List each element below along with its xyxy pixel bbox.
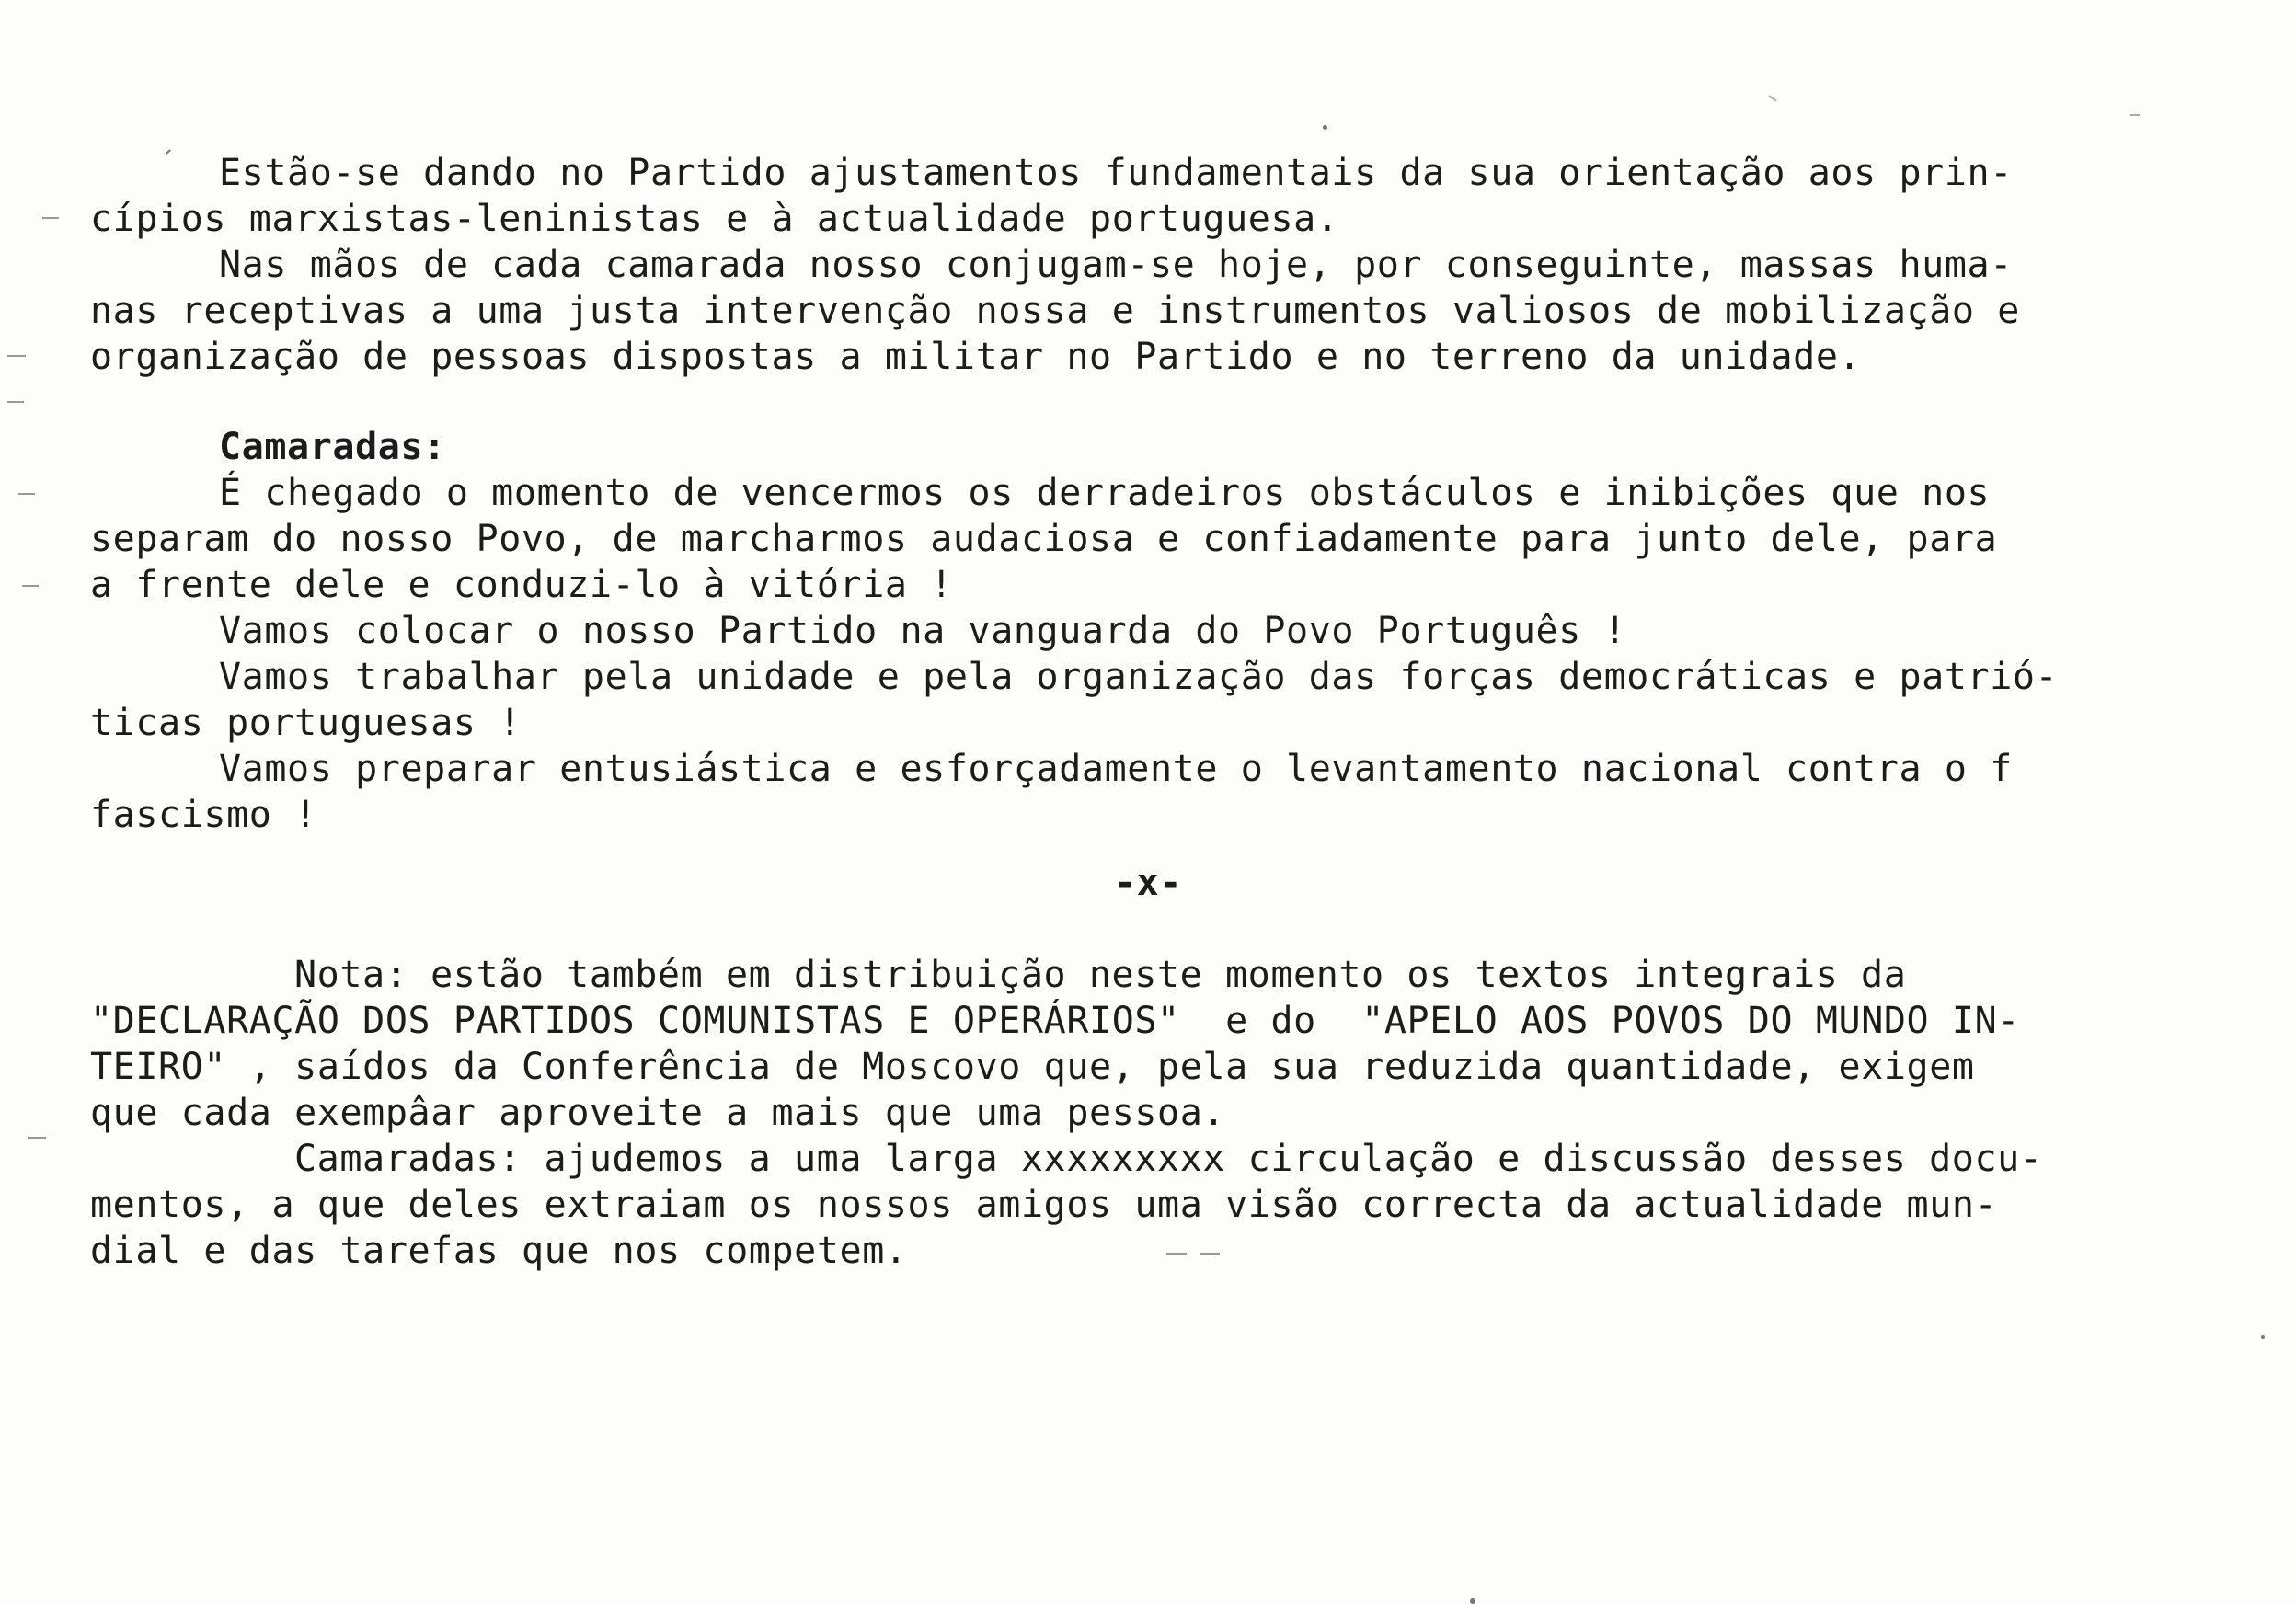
scan-mark bbox=[42, 217, 59, 219]
scan-mark bbox=[1200, 1253, 1220, 1255]
scan-mark bbox=[22, 585, 39, 587]
text-line: a frente dele e conduzi-lo à vitória ! bbox=[90, 564, 953, 606]
scan-mark bbox=[18, 493, 35, 495]
text-line: nas receptivas a uma justa intervenção nossa e instrumentos valiosos de mobilização e bbox=[90, 290, 2020, 332]
text-line: cípios marxistas-leninistas e à actualidade portuguesa. bbox=[90, 198, 1339, 240]
text-line: que cada exempâar aproveite a mais que uma pessoa. bbox=[90, 1092, 1226, 1134]
text-line: "DECLARAÇÃO DOS PARTIDOS COMUNISTAS E OPERÁRIOS" e do "APELO AOS POVOS DO MUNDO IN- bbox=[90, 1000, 2020, 1042]
scan-speck bbox=[1323, 125, 1327, 130]
section-separator: -x- bbox=[1113, 862, 1183, 904]
scan-speck bbox=[1470, 1598, 1475, 1604]
scan-speck bbox=[2130, 114, 2140, 116]
text-line: Nas mãos de cada camarada nosso conjugam-se hoje, por conseguinte, massas huma- bbox=[219, 244, 2013, 286]
scan-speck bbox=[1768, 95, 1776, 101]
text-line: É chegado o momento de vencermos os derradeiros obstáculos e inibições que nos bbox=[219, 472, 1991, 514]
text-line: dial e das tarefas que nos competem. bbox=[90, 1230, 908, 1272]
text-line: separam do nosso Povo, de marcharmos audaciosa e confiadamente para junto dele, para bbox=[90, 518, 1998, 560]
scan-speck bbox=[2261, 1335, 2265, 1339]
text-line: Vamos preparar entusiástica e esforçadamente o levantamento nacional contra o f bbox=[219, 748, 2013, 790]
text-line: ticas portuguesas ! bbox=[90, 702, 522, 744]
salutation: Camaradas: bbox=[219, 426, 446, 468]
text-line: mentos, a que deles extraiam os nossos amigos uma visão correcta da actualidade mun- bbox=[90, 1184, 1998, 1226]
scan-mark bbox=[7, 401, 24, 403]
text-line: Vamos colocar o nosso Partido na vanguarda do Povo Português ! bbox=[219, 610, 1627, 652]
text-line: fascismo ! bbox=[90, 794, 317, 836]
text-line: Camaradas: ajudemos a uma larga xxxxxxxxx circulação e discussão desses docu- bbox=[294, 1138, 2043, 1180]
text-line: TEIRO" , saídos da Conferência de Moscovo que, pela sua reduzida quantidade, exigem bbox=[90, 1046, 1975, 1088]
text-line: Nota: estão também em distribuição neste momento os textos integrais da bbox=[294, 954, 1907, 996]
text-line: Estão-se dando no Partido ajustamentos fundamentais da sua orientação aos prin- bbox=[219, 152, 2013, 194]
scan-mark bbox=[28, 1137, 46, 1139]
text-line: organização de pessoas dispostas a militar no Partido e no terreno da unidade. bbox=[90, 336, 1862, 378]
scan-speck bbox=[166, 149, 171, 154]
text-line: Vamos trabalhar pela unidade e pela organização das forças democráticas e patrió- bbox=[219, 656, 2059, 698]
scan-mark bbox=[1166, 1253, 1187, 1255]
scan-mark bbox=[7, 355, 26, 357]
